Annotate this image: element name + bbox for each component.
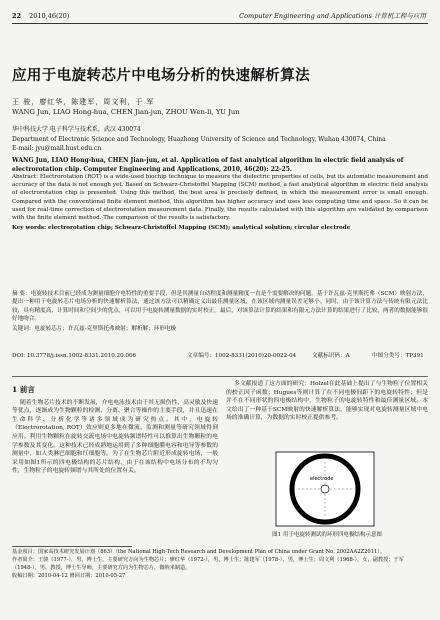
- electrode-diagram: [270, 448, 380, 530]
- keywords-en: Key words: electrorotation chip; Schwarz-Christoffel Mapping (SCM); analytical solution; circular electrode: [12, 225, 351, 232]
- abstract-en-text: Abstract: Electrorotation (ROT) is a wide-used biochip technique to measure the dielectric properties of cells, but its automatic measurement and accuracy of the data is not enough yet. Based on Schwarz-Christoffel Mapping (SCM) method, a fast analytical algorithm in electric field analysis of electrorotation chip is presented. Using this method, the best area is precisely defined, in which the measurement error is small enough. Compared with the conventional finite element method, this algorithm has higher accuracy and uses less computing time and space. So it can be used for real-time correction of electrorotation measurement data. Finally, the results calculated with this algorithm are validated by comparison with the finite element method. The comparison of the results is satisfactory.: [12, 174, 428, 222]
- keywords-cn: 关键词：电旋转芯片；许瓦兹-克里斯托弗映射；解析解；环形电极: [12, 325, 177, 332]
- figure-electrode: [270, 448, 380, 534]
- paper-title: 应用于电旋转芯片中电场分析的快速解析算法: [12, 68, 310, 84]
- footnote-funding: 基金项目：国家高技术研究发展计划（863）（the National High-Tech Research and Development Plan of China under Grant No. 2002AA2Z2011）。: [12, 549, 386, 555]
- page-number: 22: [12, 12, 22, 20]
- email: E-mail: jyu@mail.hust.edu.cn: [12, 145, 102, 153]
- abstract-english: [12, 173, 428, 232]
- affiliation-block: [12, 125, 428, 175]
- article-number: 文章编号：1002-8331(2010)20-0022-04: [187, 353, 297, 359]
- abstract-chinese: [12, 290, 428, 333]
- footnote-rule: [12, 546, 132, 547]
- abstract-cn-text: 摘 要：电旋转技术目前已经成为测量细胞介电特性的重要手段，但是其测量自动程度和测量精度一直是个需要解决的问题。基于许瓦兹-克里斯托弗（SCM）映射方法，提出一种用于电旋转芯片电场分析的快速解析算法，通过该方法可以精确定义出最佳测量区域，在该区域内测量误差足够小。同时，由于该计算方法与传统有限元法比较，具有精度高、计算时间和空间少的优点，可以用于电旋转测量数据的实时校正。最后，对该算法计算的结果和有限元方法计算的结果进行了比较，两者的数据能够很好地吻合。: [12, 291, 428, 323]
- header-rule: [12, 23, 428, 24]
- authors-english: WANG Jun, LIAO Hong-hua, CHEN Jian-jun, ZHOU Wen-li, YU Jun: [12, 108, 240, 116]
- body-left-column: [12, 380, 218, 476]
- section-divider: [12, 376, 428, 377]
- affiliation-en: Department of Electronic Science and Technology, Huazhong University of Science and Technology, Wuhan 430074, China: [12, 135, 386, 143]
- particle-marker: [321, 485, 329, 493]
- body-text-left: 随着生物芯片技术的不断发展，介电电泳技术由于其无损伤性、高灵敏及快速等优点，逐渐成为生物颗粒的检测、分离、聚合等操作的主要手段，并且迅速在生命科学、分析化学等诸多领域成为研究热点。其中，电旋转（Electrorotation, ROT）效应则更多地在微流、监测和测量等研究领域得到应用。利用生物颗粒在旋转交流电场中电旋转频谱特性可以推算出生物颗粒的电学参数及其变化。这种技术已经成熟地运用到了多种细胞膜电容和电导等参数的测量中，如人类淋巴细胞和红细胞等。为了在生物芯片附近形成旋转电场，一般采用如图1所示的四电极结构的芯片结构，由于在该结构中电场分布的不均匀性，生物粒子的电旋转频谱与其所处的位置有关。: [12, 399, 218, 475]
- affiliation-cn: 华中科技大学 电子科学与技术系，武汉 430074: [12, 126, 141, 133]
- body-text-right: 多文献报道了这方面的研究：Holzel在此基础上提出了与生物粒子位置相关的校正因子函数；Hugues等则计算了在不同电极间距下的电旋转特性；但是并不在不同形状的四电极结构中，生物粒子的电旋转特性和最佳测量区域。本文给出了一种基于SCM映射的快速解析算法，能够实现对电旋转测量区域中电场的准确计算，为数据的实时校正提供参考。: [226, 381, 428, 422]
- doi: DOI: 10.3778/j.issn.1002-8331.2010.20.006: [12, 353, 137, 359]
- body-right-column: [226, 380, 428, 423]
- document-code: 文献标识码：A: [312, 353, 350, 359]
- running-header: [12, 10, 428, 22]
- footnote-dates: 收稿日期：2010-04-12 修回日期：2010-05-27: [12, 573, 126, 579]
- citation: WANG Jun, LIAO Hong-hua, CHEN Jian-jun, et al. Application of fast analytical algorithm in electric field analysis of electrorotation chip. Computer Engineering and Applications, 2010, 46(20): 22-25.: [12, 156, 404, 174]
- issue-label: 2010,46(20): [29, 12, 70, 20]
- article-meta: [12, 352, 428, 361]
- footnote-authors: 作者简介：王骏（1977-），男，博士生，主要研究方向为生物芯片；廖红华（1972-），男，博士生；陈建军（1978-），男，博士生；周文利（1968-），女，副教授；于军（1948-），男，教授，博士生导师，主要研究方向为生物芯片，微纳米制造。: [12, 557, 404, 571]
- journal-name: Computer Engineering and Applications 计算机工程与应用: [239, 12, 426, 20]
- figure-label: electrode: [310, 476, 334, 482]
- authors-chinese: 王 骏，廖红华，陈建军，周文利，于 军: [12, 98, 155, 106]
- section-heading: 1 前言: [12, 385, 35, 394]
- clc-number: 中图分类号：TP391: [372, 353, 424, 359]
- footnotes: [12, 548, 428, 580]
- figure-caption: 图1 用于电旋转测试的环形四电极结构示意图: [272, 532, 382, 538]
